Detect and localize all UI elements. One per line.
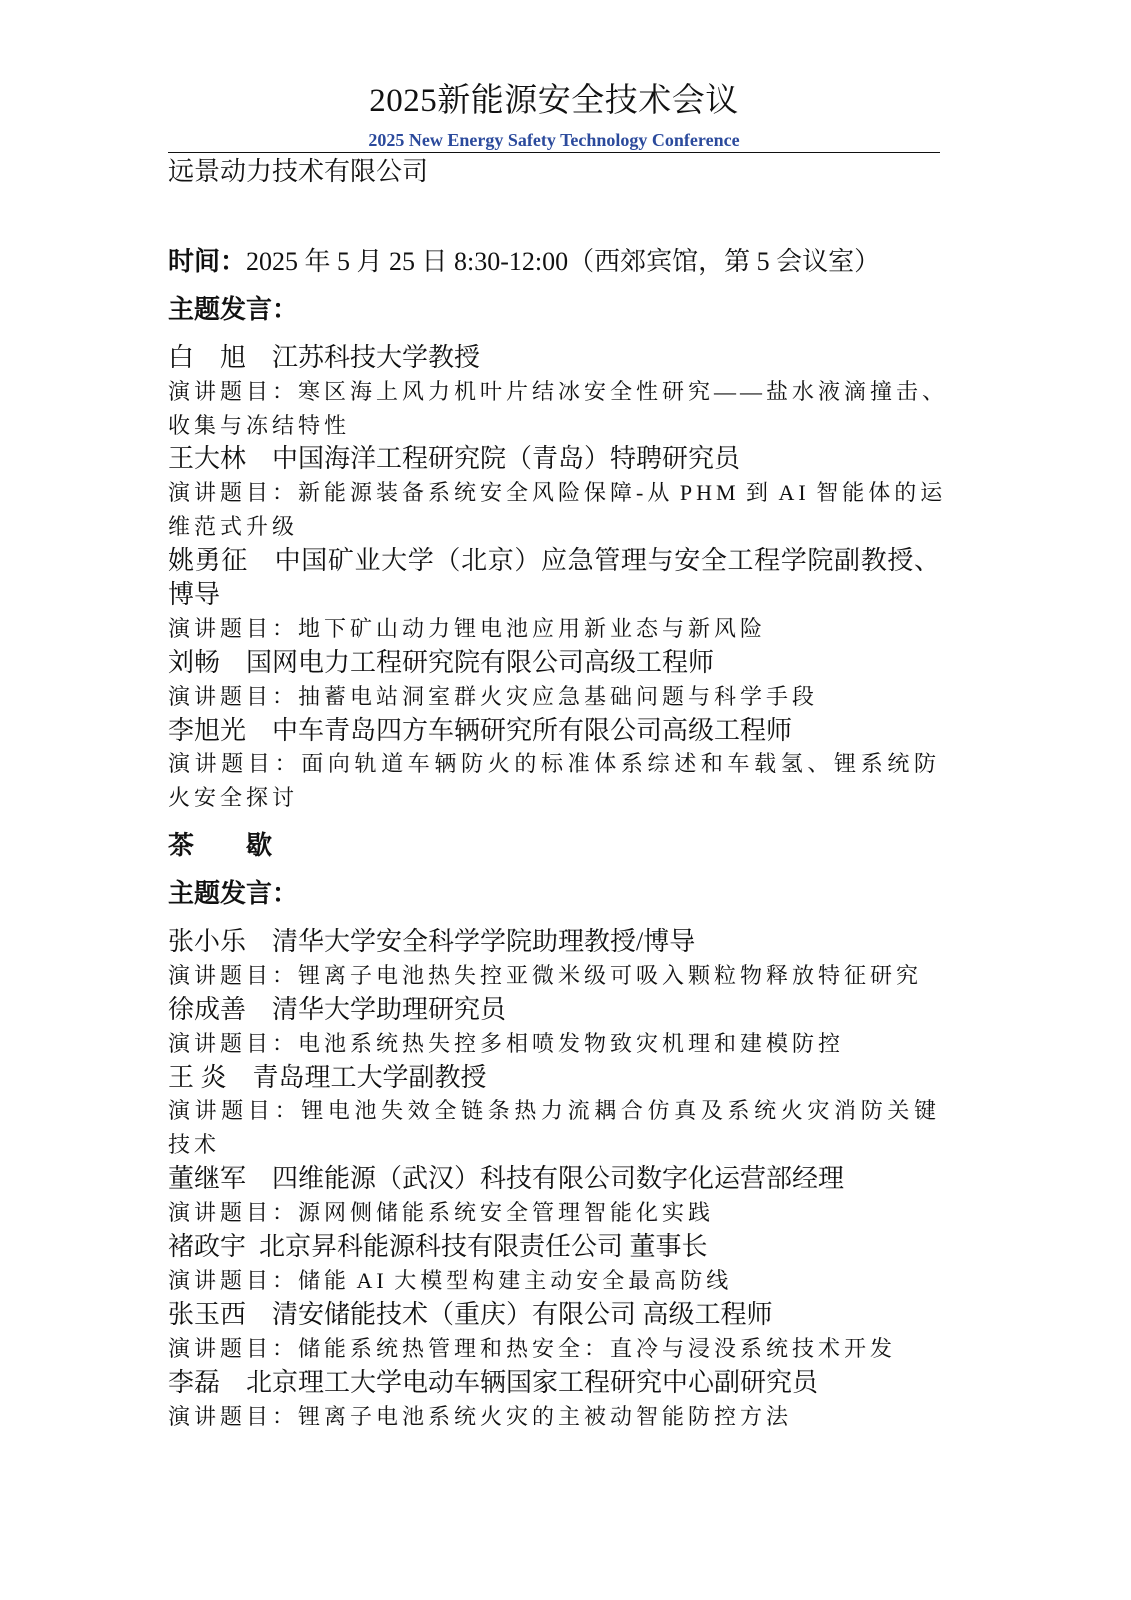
speaker-line	[168, 1061, 940, 1095]
speaker-line	[168, 714, 940, 748]
talk-label: 演讲题目：	[168, 1335, 299, 1361]
talk-title: 新能源装备系统安全风险保障-从 PHM 到 AI 智能体的运	[298, 480, 947, 506]
session-heading: 主题发言：	[168, 294, 299, 324]
talk-line	[168, 747, 940, 781]
speaker-affiliation: 清华大学安全科学学院助理教授/博导	[272, 927, 696, 957]
speaker-entry	[168, 341, 949, 443]
speaker-name: 褚政宇	[168, 1232, 247, 1262]
speaker-line	[168, 925, 940, 959]
speaker-entry	[168, 544, 940, 646]
talk-line	[168, 959, 940, 993]
talk-title: 储能系统热管理和热安全：直冷与浸没系统技术开发	[298, 1335, 897, 1361]
speaker-entry	[168, 993, 940, 1061]
session-heading: 主题发言：	[168, 879, 299, 909]
talk-line	[168, 1400, 940, 1434]
speaker-affiliation: 江苏科技大学教授	[272, 342, 481, 372]
speaker-line	[168, 646, 940, 680]
speaker-name: 姚勇征	[168, 546, 248, 576]
talk-line	[168, 1094, 940, 1128]
talk-title: 电池系统热失控多相喷发物致灾机理和建模防控	[298, 1030, 845, 1056]
speaker-line	[168, 1298, 940, 1332]
talk-line	[168, 1264, 940, 1298]
speaker-affiliation: 青岛理工大学副教授	[252, 1062, 487, 1092]
header-divider	[168, 152, 940, 153]
speaker-affiliation: 四维能源（武汉）科技有限公司数字化运营部经理	[272, 1164, 845, 1194]
speaker-entry	[168, 714, 940, 816]
talk-title: 寒区海上风力机叶片结冰安全性研究——盐水液滴撞击、	[298, 378, 949, 404]
speaker-name: 刘畅	[168, 647, 221, 677]
speaker-name: 白 旭	[168, 342, 247, 372]
talk-label: 演讲题目：	[168, 1030, 299, 1056]
talk-label: 演讲题目：	[168, 751, 302, 777]
speaker-affiliation: 中国矿业大学（北京）应急管理与安全工程学院副教授、	[273, 546, 940, 576]
speaker-name: 张小乐	[168, 927, 247, 957]
talk-title-continued: 火安全探讨	[168, 785, 299, 811]
talk-title: 面向轨道车辆防火的标准体系综述和车载氢、锂系统防	[301, 751, 940, 777]
talk-label: 演讲题目：	[168, 683, 299, 709]
talk-title-continued: 维范式升级	[168, 514, 299, 540]
host-organization: 远景动力技术有限公司	[168, 157, 429, 186]
talk-title: 源网侧储能系统安全管理智能化实践	[298, 1200, 715, 1226]
talk-title: 储能 AI 大模型构建主动安全最高防线	[298, 1267, 733, 1293]
talk-label: 演讲题目：	[168, 1200, 299, 1226]
speaker-entry	[168, 442, 947, 544]
speaker-entry	[168, 1366, 940, 1434]
talk-title: 锂离子电池热失控亚微米级可吸入颗粒物释放特征研究	[298, 962, 923, 988]
talk-line	[168, 1196, 940, 1230]
program-body	[168, 245, 949, 1433]
talk-line	[168, 476, 947, 510]
talk-line	[168, 612, 940, 646]
talk-line	[168, 680, 940, 714]
speaker-entry	[168, 1298, 940, 1366]
talk-title: 地下矿山动力锂电池应用新业态与新风险	[298, 615, 767, 641]
talk-label: 演讲题目：	[168, 480, 299, 506]
speaker-name: 王大林	[168, 444, 247, 474]
speaker-line	[168, 993, 940, 1027]
speaker-entry	[168, 1162, 940, 1230]
talk-title: 锂离子电池系统火灾的主被动智能防控方法	[298, 1403, 793, 1429]
speaker-name: 张玉西	[168, 1299, 247, 1329]
talk-label: 演讲题目：	[168, 1098, 302, 1124]
speaker-line	[168, 442, 940, 476]
speaker-line	[168, 544, 940, 578]
talk-line	[168, 1027, 940, 1061]
speaker-affiliation: 北京理工大学电动车辆国家工程研究中心副研究员	[246, 1367, 819, 1397]
talk-title: 抽蓄电站洞室群火灾应急基础问题与科学手段	[298, 683, 819, 709]
speaker-line	[168, 341, 940, 375]
talk-label: 演讲题目：	[168, 962, 299, 988]
talk-line	[168, 375, 949, 409]
time-label: 时间：	[168, 247, 247, 276]
talk-title-continued: 技术	[168, 1132, 221, 1158]
speaker-name: 李旭光	[168, 715, 247, 745]
speaker-entry	[168, 1230, 940, 1298]
talk-title-continued: 收集与冻结特性	[168, 412, 351, 438]
speaker-affiliation-continued: 博导	[168, 580, 221, 610]
speaker-name: 王 炎	[168, 1062, 227, 1092]
speaker-line	[168, 1366, 940, 1400]
speaker-line	[168, 1230, 940, 1264]
time-value: 2025 年 5 月 25 日 8:30-12:00（西郊宾馆，第 5 会议室）	[246, 247, 881, 276]
speaker-entry	[168, 646, 940, 714]
speaker-entry	[168, 1061, 940, 1163]
speaker-affiliation: 中国海洋工程研究院（青岛）特聘研究员	[272, 444, 741, 474]
talk-line	[168, 1332, 940, 1366]
speaker-name: 徐成善	[168, 994, 247, 1024]
talk-label: 演讲题目：	[168, 1267, 299, 1293]
speaker-affiliation: 清华大学助理研究员	[272, 994, 507, 1024]
talk-label: 演讲题目：	[168, 1403, 299, 1429]
speaker-line	[168, 1162, 940, 1196]
speaker-affiliation: 国网电力工程研究院有限公司高级工程师	[246, 647, 715, 677]
tea-break: 茶 歇	[168, 831, 273, 861]
speaker-entry	[168, 925, 940, 993]
conference-title: 2025新能源安全技术会议	[369, 83, 739, 119]
talk-label: 演讲题目：	[168, 378, 299, 404]
talk-label: 演讲题目：	[168, 615, 299, 641]
speaker-affiliation: 中车青岛四方车辆研究所有限公司高级工程师	[272, 715, 793, 745]
conference-subtitle-english: 2025 New Energy Safety Technology Conference	[368, 130, 740, 150]
speaker-name: 李磊	[168, 1367, 221, 1397]
speaker-affiliation: 北京昇科能源科技有限责任公司 董事长	[259, 1232, 708, 1262]
session-time-line	[168, 245, 940, 279]
speaker-affiliation: 清安储能技术（重庆）有限公司 高级工程师	[272, 1299, 773, 1329]
speaker-name: 董继军	[168, 1164, 247, 1194]
talk-title: 锂电池失效全链条热力流耦合仿真及系统火灾消防关键	[301, 1098, 940, 1124]
